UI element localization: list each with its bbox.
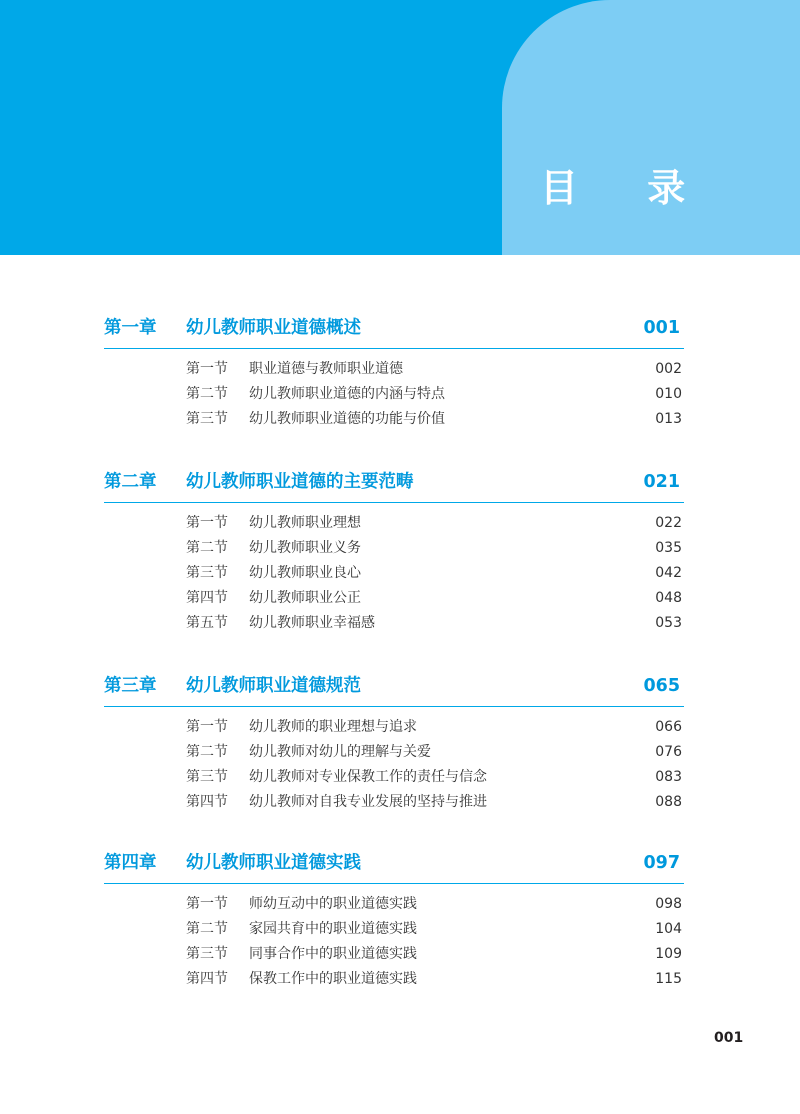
section-entry[interactable] (104, 767, 684, 792)
section-entry[interactable] (104, 894, 684, 919)
section-page-number: 053 (655, 615, 682, 631)
section-title: 家园共育中的职业道德实践 (249, 921, 417, 937)
section-page-number: 010 (655, 386, 682, 402)
section-entry[interactable] (104, 944, 684, 969)
section-entry[interactable] (104, 742, 684, 767)
section-list (104, 359, 684, 434)
section-entry[interactable] (104, 588, 684, 613)
section-page-number: 002 (655, 361, 682, 377)
section-number: 第四节 (186, 590, 228, 606)
section-page-number: 066 (655, 719, 682, 735)
section-title: 同事合作中的职业道德实践 (249, 946, 417, 962)
section-number: 第五节 (186, 615, 228, 631)
chapter-number: 第三章 (104, 676, 157, 696)
chapter-number: 第一章 (104, 318, 157, 338)
chapter-title: 幼儿教师职业道德规范 (186, 676, 361, 696)
section-title: 幼儿教师的职业理想与追求 (249, 719, 417, 735)
chapter-heading[interactable] (104, 468, 684, 503)
section-number: 第三节 (186, 565, 228, 581)
section-page-number: 083 (655, 769, 682, 785)
section-entry[interactable] (104, 563, 684, 588)
section-title: 幼儿教师职业良心 (249, 565, 361, 581)
chapter-title: 幼儿教师职业道德概述 (186, 318, 361, 338)
section-list (104, 513, 684, 638)
chapter-heading[interactable] (104, 849, 684, 884)
chapter-number: 第二章 (104, 472, 157, 492)
section-number: 第一节 (186, 515, 228, 531)
header-banner (0, 0, 800, 255)
chapter-4 (104, 849, 684, 994)
chapter-page-number: 065 (643, 676, 680, 696)
section-page-number: 013 (655, 411, 682, 427)
section-page-number: 109 (655, 946, 682, 962)
section-number: 第一节 (186, 719, 228, 735)
chapter-page-number: 001 (643, 318, 680, 338)
chapter-title: 幼儿教师职业道德的主要范畴 (186, 472, 414, 492)
section-entry[interactable] (104, 717, 684, 742)
section-page-number: 022 (655, 515, 682, 531)
chapter-page-number: 097 (643, 853, 680, 873)
page-number: 001 (714, 1030, 744, 1046)
section-number: 第二节 (186, 386, 228, 402)
section-entry[interactable] (104, 919, 684, 944)
section-list (104, 894, 684, 994)
section-number: 第二节 (186, 540, 228, 556)
section-number: 第一节 (186, 896, 228, 912)
section-entry[interactable] (104, 969, 684, 994)
header-title-panel (502, 0, 800, 255)
section-page-number: 104 (655, 921, 682, 937)
section-number: 第一节 (186, 361, 228, 377)
chapter-heading[interactable] (104, 672, 684, 707)
section-title: 幼儿教师职业公正 (249, 590, 361, 606)
section-entry[interactable] (104, 513, 684, 538)
chapter-title: 幼儿教师职业道德实践 (186, 853, 361, 873)
section-title: 保教工作中的职业道德实践 (249, 971, 417, 987)
section-page-number: 048 (655, 590, 682, 606)
section-title: 幼儿教师职业义务 (249, 540, 361, 556)
section-number: 第三节 (186, 411, 228, 427)
section-title: 师幼互动中的职业道德实践 (249, 896, 417, 912)
chapter-1 (104, 314, 684, 434)
section-entry[interactable] (104, 409, 684, 434)
page-title: 目 录 (540, 166, 714, 210)
section-title: 幼儿教师对自我专业发展的坚持与推进 (249, 794, 487, 810)
section-number: 第三节 (186, 946, 228, 962)
section-page-number: 088 (655, 794, 682, 810)
section-entry[interactable] (104, 384, 684, 409)
section-number: 第四节 (186, 794, 228, 810)
section-entry[interactable] (104, 538, 684, 563)
chapter-2 (104, 468, 684, 638)
section-page-number: 098 (655, 896, 682, 912)
section-number: 第三节 (186, 769, 228, 785)
section-page-number: 035 (655, 540, 682, 556)
section-title: 幼儿教师对幼儿的理解与关爱 (249, 744, 431, 760)
section-page-number: 042 (655, 565, 682, 581)
section-title: 职业道德与教师职业道德 (249, 361, 403, 377)
section-number: 第二节 (186, 744, 228, 760)
section-entry[interactable] (104, 613, 684, 638)
section-page-number: 076 (655, 744, 682, 760)
chapter-page-number: 021 (643, 472, 680, 492)
chapter-3 (104, 672, 684, 817)
section-page-number: 115 (655, 971, 682, 987)
section-number: 第四节 (186, 971, 228, 987)
section-list (104, 717, 684, 817)
section-title: 幼儿教师对专业保教工作的责任与信念 (249, 769, 487, 785)
section-title: 幼儿教师职业道德的功能与价值 (249, 411, 445, 427)
section-number: 第二节 (186, 921, 228, 937)
section-title: 幼儿教师职业理想 (249, 515, 361, 531)
section-entry[interactable] (104, 359, 684, 384)
chapter-heading[interactable] (104, 314, 684, 349)
chapter-number: 第四章 (104, 853, 157, 873)
section-title: 幼儿教师职业幸福感 (249, 615, 375, 631)
section-title: 幼儿教师职业道德的内涵与特点 (249, 386, 445, 402)
section-entry[interactable] (104, 792, 684, 817)
